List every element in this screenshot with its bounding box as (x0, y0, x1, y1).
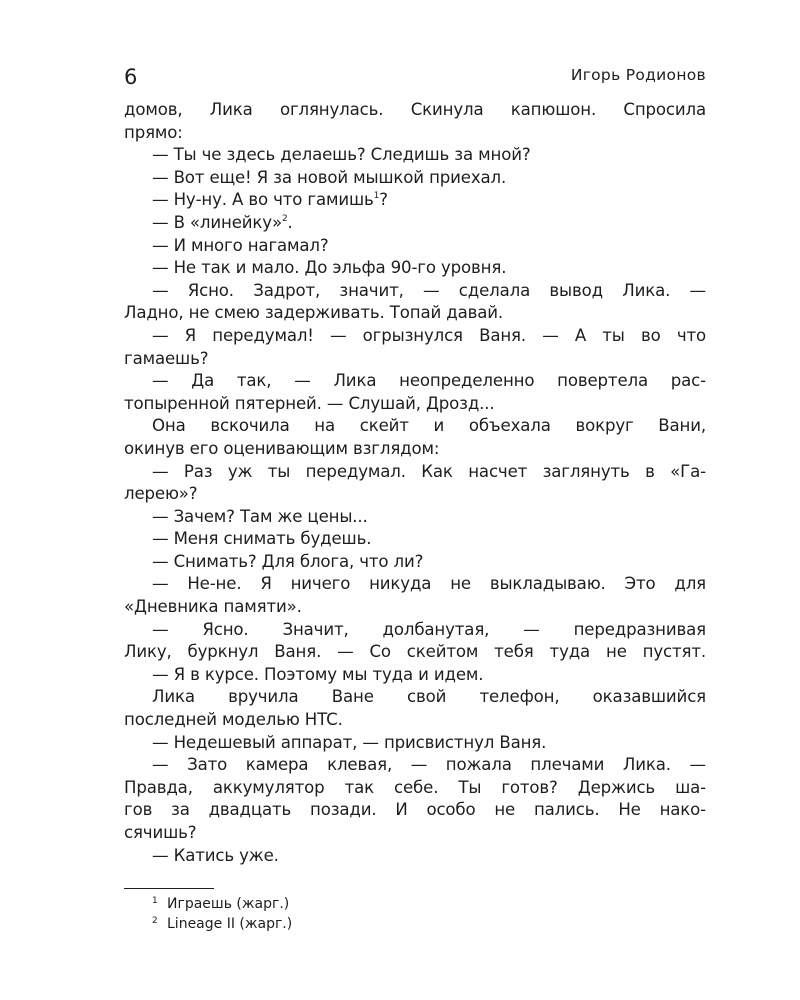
text-line (124, 99, 706, 122)
text-line-content: — Зато камера клевая, — пожала плечами Лика. — (152, 755, 706, 775)
text-line (124, 686, 706, 709)
text-line-content: сячишь? (124, 823, 197, 842)
text-line (124, 822, 706, 845)
footnote-text: Lineage II (жарг.) (167, 916, 293, 932)
text-line-content: — Зачем? Там же цены... (152, 506, 368, 526)
text-line (124, 709, 706, 732)
text-line-content: гамаешь? (124, 348, 209, 368)
text-line (124, 257, 706, 280)
text-line (124, 212, 706, 235)
text-line-content: — В «линейку» (152, 212, 282, 232)
text-line-content: Лика вручила Ване свой телефон, оказавшийся (152, 687, 706, 707)
text-line (124, 596, 706, 619)
footnote: 2 Lineage II (жарг.) (152, 916, 293, 932)
text-line-content: — Вот еще! Я за новой мышкой приехал. (152, 167, 507, 187)
text-line-content: — Ясно. Задрот, значит, — сделала вывод Лика. — (152, 280, 706, 300)
footnote-text: Играешь (жарг.) (167, 896, 290, 912)
text-line (124, 167, 706, 190)
text-line (124, 280, 706, 303)
text-line (124, 754, 706, 777)
text-line-content: лерею»? (124, 484, 198, 504)
text-line (124, 551, 706, 574)
text-line (124, 325, 706, 348)
text-line (124, 122, 706, 145)
text-line (124, 438, 706, 461)
text-line-content: «Дневника памяти». (124, 597, 302, 617)
running-head: Игорь Родионов (570, 66, 706, 84)
text-line-content: прямо: (124, 122, 183, 142)
footnote: 1 Играешь (жарг.) (152, 896, 290, 912)
text-line (124, 506, 706, 529)
text-line (124, 302, 706, 325)
text-line (124, 483, 706, 506)
footnotes (152, 894, 292, 934)
text-line-content: — Ты че здесь делаешь? Следишь за мной? (152, 145, 531, 165)
text-line-content: домов, Лика оглянулась. Скинула капюшон. Спросила (124, 100, 706, 119)
text-line-content: окинув его оценивающим взглядом: (124, 438, 440, 458)
footnote-reference: 1 (373, 191, 380, 202)
text-line-content: — Я передумал! — огрызнулся Ваня. — А ты во что (152, 325, 706, 345)
text-line-content: — Катись уже. (152, 845, 279, 865)
text-line-content: — Я в курсе. Поэтому мы туда и идем. (152, 664, 484, 684)
text-line (124, 415, 706, 438)
text-line-content: — Ясно. Значит, долбанутая, — передразнивая (152, 619, 706, 639)
footnote-divider (124, 888, 214, 889)
text-line-content: — Ну-ну. А во что гамишь (152, 190, 374, 210)
text-line (124, 461, 706, 484)
text-line-content: последней моделью HTC. (124, 710, 343, 730)
text-line (124, 528, 706, 551)
text-line (124, 370, 706, 393)
text-line-content: — Снимать? Для блога, что ли? (152, 551, 424, 571)
text-line-content: гов за двадцать позади. И особо не пались. Не нако- (124, 800, 706, 820)
text-line (124, 641, 706, 664)
text-line-content: — Раз уж ты передумал. Как насчет заглянуть в «Га- (152, 461, 706, 481)
text-line (124, 573, 706, 596)
text-line-content: топыренной пятерней. — Слушай, Дрозд... (124, 393, 495, 413)
text-line (124, 777, 706, 800)
text-line (124, 348, 706, 371)
text-line (124, 845, 706, 868)
text-line (124, 664, 706, 687)
text-line-content: — И много нагамал? (152, 235, 329, 255)
text-line (124, 393, 706, 416)
text-line (124, 189, 706, 212)
text-line-content: — Не-не. Я ничего никуда не выкладываю. Это для (152, 574, 706, 594)
text-line (124, 619, 706, 642)
text-line (124, 235, 706, 258)
text-line (124, 144, 706, 167)
text-line (124, 732, 706, 755)
text-line-content: Правда, аккумулятор так себе. Ты готов? Держись ша- (124, 777, 706, 797)
text-line-content: Лику, буркнул Ваня. — Со скейтом тебя туда не пустят. (124, 642, 706, 662)
text-line-tail: ? (379, 190, 388, 210)
body-text (124, 99, 706, 867)
text-line-content: Она вскочила на скейт и объехала вокруг Вани, (152, 416, 706, 436)
text-line-content: — Да так, — Лика неопределенно повертела рас- (152, 371, 706, 391)
text-line (124, 799, 706, 822)
text-line-content: — Недешевый аппарат, — присвистнул Ваня. (152, 732, 547, 752)
text-line-content: — Не так и мало. До эльфа 90-го уровня. (152, 258, 507, 278)
footnote-reference: 2 (281, 213, 288, 224)
text-line-content: Ладно, не смею задерживать. Топай давай. (124, 303, 503, 323)
text-line-content: — Меня снимать будешь. (152, 529, 372, 549)
page-number: 6 (124, 65, 138, 89)
text-line-tail: . (287, 212, 293, 232)
